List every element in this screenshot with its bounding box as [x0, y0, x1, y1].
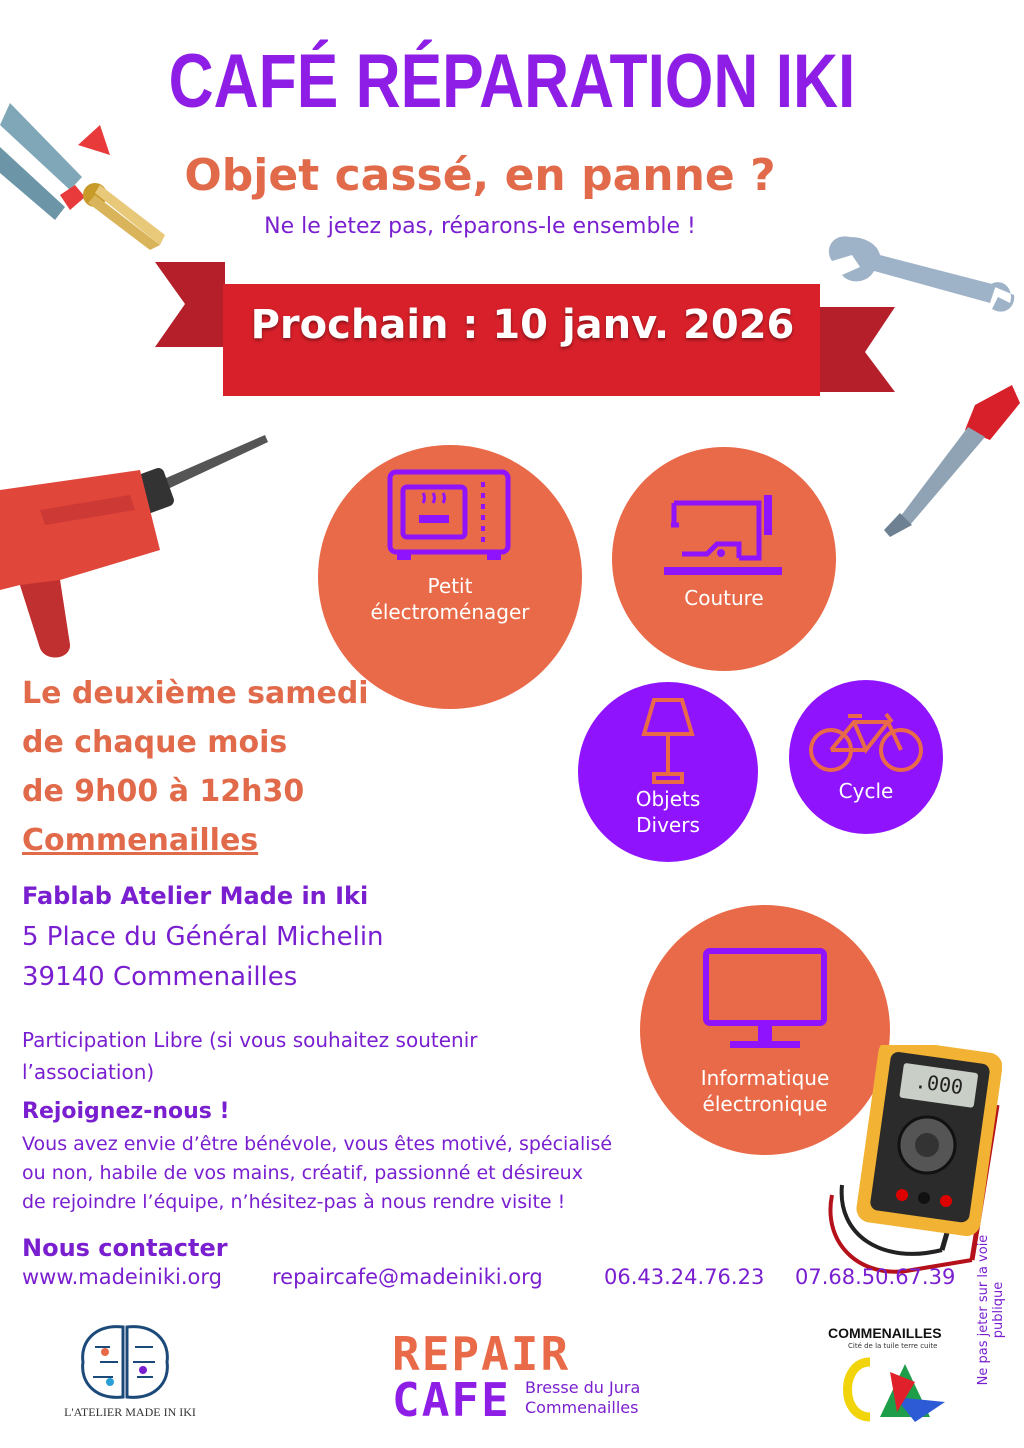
phone-2[interactable]: 07.68.50.67.39 — [795, 1265, 956, 1289]
tagline: Ne le jetez pas, réparons-le ensemble ! — [264, 214, 696, 239]
category-label: Couture — [684, 586, 764, 610]
monitor-icon — [700, 945, 830, 1055]
schedule-town: Commenailles — [22, 823, 259, 858]
repair-cafe-logo-repair: REPAIR — [392, 1327, 571, 1381]
category-objets-divers — [578, 682, 758, 862]
address-city: 39140 Commenailles — [22, 962, 298, 992]
address-street: 5 Place du Général Michelin — [22, 922, 384, 952]
phone-1[interactable]: 06.43.24.76.23 — [604, 1265, 765, 1289]
side-note: Ne pas jeter sur la voie publique — [976, 1234, 1006, 1386]
commune-logo-sub: Cité de la tuile terre cuite — [848, 1342, 938, 1350]
category-label: Objets Divers — [635, 787, 701, 837]
category-cycle — [789, 680, 943, 834]
category-label: Petit électroménager — [370, 574, 530, 624]
category-label: Informatique électronique — [700, 1066, 830, 1116]
join-line2: ou non, habile de vos mains, créatif, passionné et désireux — [22, 1162, 583, 1184]
participation-line1: Participation Libre (si vous souhaitez soutenir — [22, 1028, 478, 1052]
category-label: Cycle — [838, 779, 894, 803]
multimeter-icon — [822, 1045, 1002, 1285]
multimeter-display: .000 — [913, 1068, 965, 1100]
join-line1: Vous avez envie d’être bénévole, vous êtes motivé, spécialisé — [22, 1133, 613, 1155]
repair-cafe-sub1: Bresse du Jura — [525, 1378, 641, 1397]
commune-logo-name: COMMENAILLES — [828, 1325, 942, 1341]
atelier-logo-text: L'ATELIER MADE IN IKI — [64, 1405, 196, 1419]
category-petit-electromenager — [318, 445, 582, 709]
atelier-brain-logo — [75, 1322, 175, 1402]
next-date-banner-text: Prochain : 10 janv. 2026 — [250, 302, 795, 348]
screwdriver-icon — [880, 385, 1020, 540]
drill-icon — [0, 430, 270, 670]
email-link[interactable]: repaircafe@madeiniki.org — [272, 1265, 543, 1289]
category-couture — [612, 447, 836, 671]
page-title: CAFÉ RÉPARATION IKI — [168, 39, 856, 124]
microwave-icon — [385, 467, 515, 567]
participation-line2: l’association) — [22, 1060, 155, 1084]
join-line3: de rejoindre l’équipe, n’hésitez-pas à nous rendre visite ! — [22, 1191, 566, 1213]
subtitle: Objet cassé, en panne ? — [184, 150, 776, 201]
venue-name: Fablab Atelier Made in Iki — [22, 882, 369, 910]
lamp-icon — [638, 696, 698, 786]
join-heading: Rejoignez-nous ! — [22, 1099, 230, 1124]
schedule-line2: de chaque mois — [22, 725, 288, 760]
repair-cafe-logo-cafe: CAFE — [392, 1373, 511, 1427]
schedule-line1: Le deuxième samedi — [22, 676, 369, 711]
sewing-machine-icon — [659, 485, 789, 585]
schedule-line3: de 9h00 à 12h30 — [22, 774, 305, 809]
commune-logo-icon — [835, 1352, 955, 1427]
contact-heading: Nous contacter — [22, 1234, 228, 1262]
bicycle-icon — [806, 710, 926, 774]
website-link[interactable]: www.madeiniki.org — [22, 1265, 222, 1289]
repair-cafe-sub2: Commenailles — [525, 1398, 639, 1417]
